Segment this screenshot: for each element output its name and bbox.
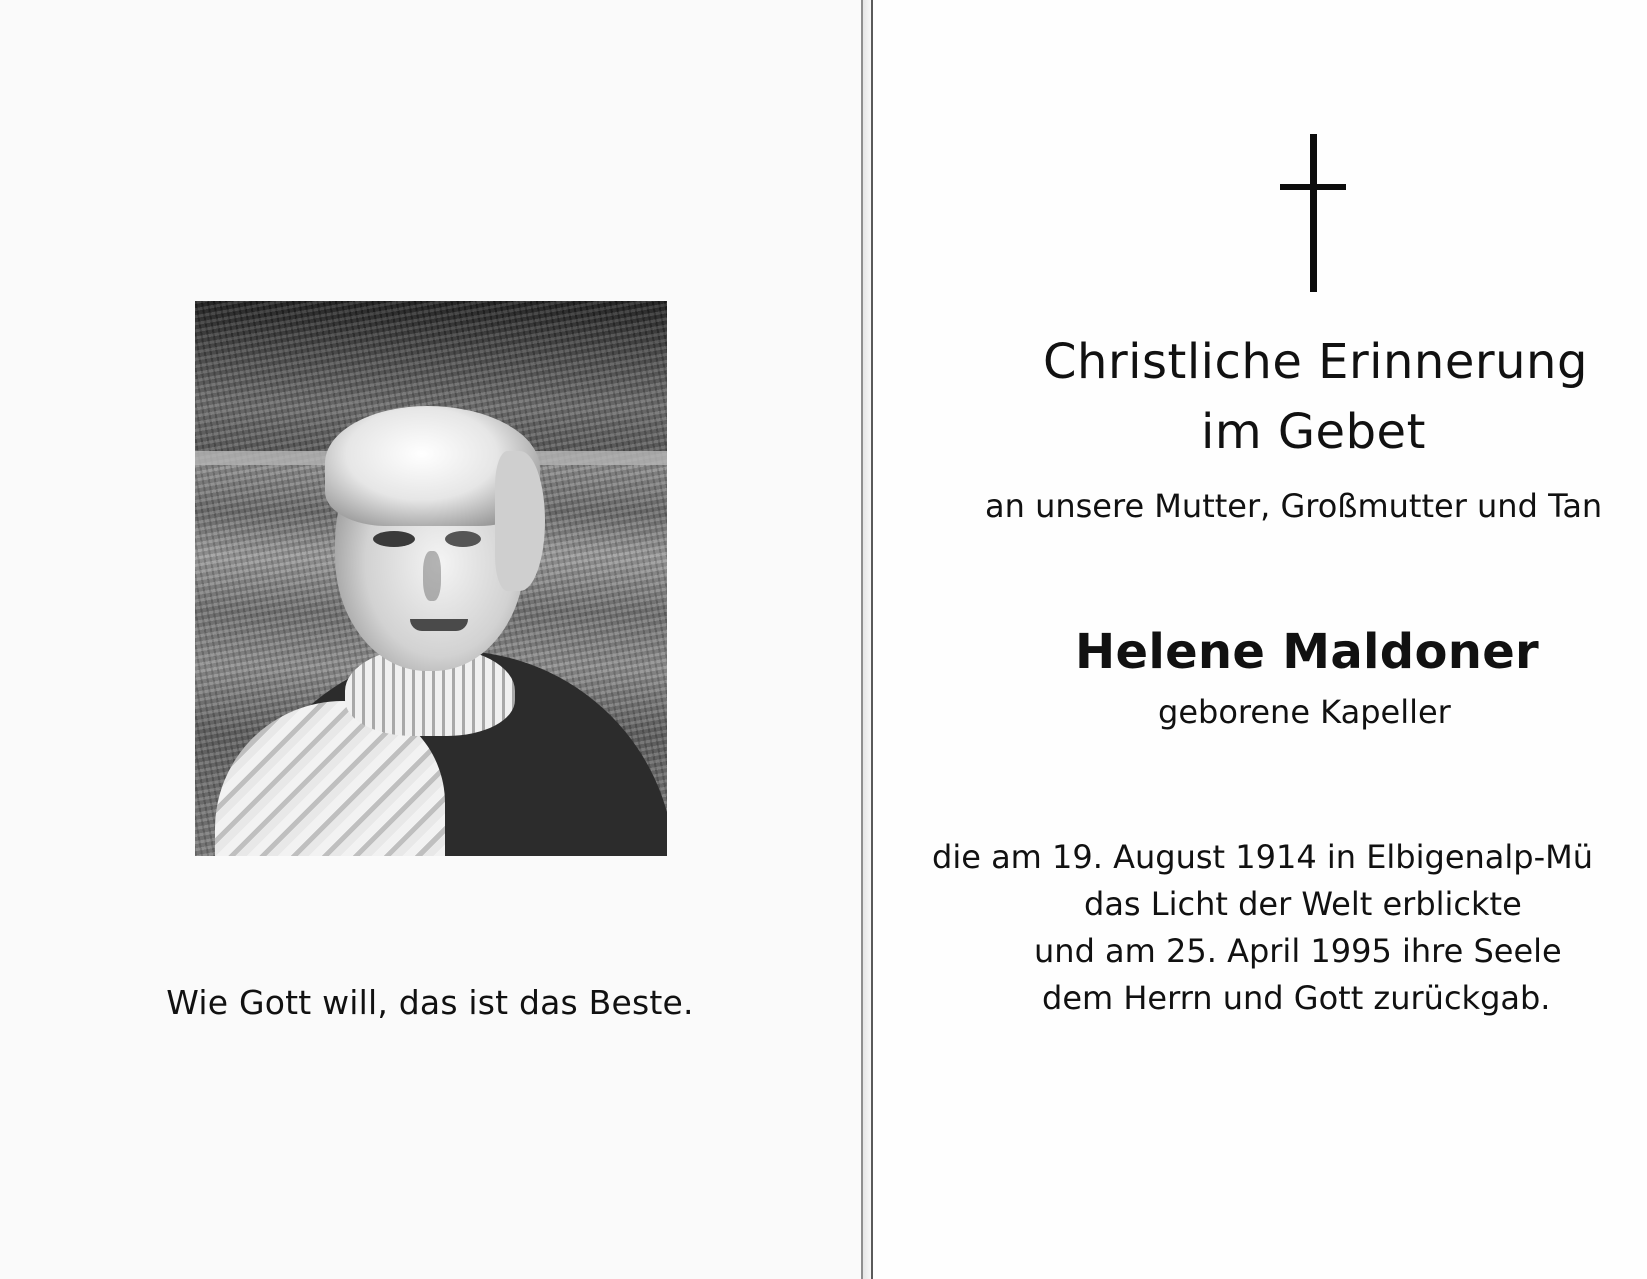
dedication-line: an unsere Mutter, Großmutter und Tan: [985, 487, 1603, 525]
photo-mouth: [410, 619, 468, 631]
photo-eye-left: [373, 531, 415, 547]
photo-hair-side: [495, 451, 545, 591]
heading-line-2: im Gebet: [1201, 404, 1426, 460]
fold-shadow: [863, 0, 871, 1279]
cross-icon: [1280, 134, 1346, 292]
cross-horizontal-bar: [1280, 184, 1346, 190]
life-line-3: und am 25. April 1995 ihre Seele: [1034, 932, 1562, 970]
life-line-4: dem Herrn und Gott zurückgab.: [1042, 979, 1551, 1017]
photo-nose: [423, 551, 441, 601]
portrait-photo: [195, 301, 667, 856]
deceased-name: Helene Maldoner: [1075, 624, 1540, 680]
photo-eye-right: [445, 531, 481, 547]
heading-line-1: Christliche Erinnerung: [1043, 334, 1588, 390]
life-line-1: die am 19. August 1914 in Elbigenalp-Mü: [932, 838, 1594, 876]
maiden-name: geborene Kapeller: [1158, 693, 1451, 731]
motto-text: Wie Gott will, das ist das Beste.: [166, 983, 694, 1022]
cross-vertical-bar: [1310, 134, 1317, 292]
life-line-2: das Licht der Welt erblickte: [1084, 885, 1522, 923]
